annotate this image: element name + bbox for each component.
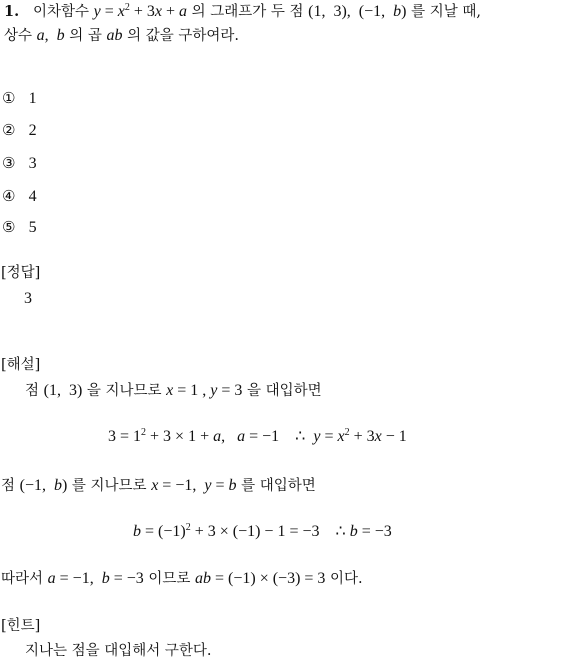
equation-2: $b = (-1)^2 + 3 \times (-1) - 1 = -3$ ∴ b = −3 <box>133 522 392 540</box>
solution-text: 를 지나므로 <box>71 478 147 494</box>
answer-heading: [정답] <box>1 265 41 281</box>
choice-marker: ③ <box>2 154 16 172</box>
solution-text: 점 <box>25 383 40 399</box>
product-expression: ab <box>106 27 123 44</box>
question-text: 이차함수 <box>32 4 89 20</box>
choice-marker: ④ <box>2 187 16 205</box>
constants-expression: a, b <box>36 27 65 44</box>
question-text: 의 그래프가 두 점 <box>191 4 304 20</box>
function-expression: $y = x^2 + 3x + a$ <box>93 2 188 20</box>
choice-value: 4 <box>28 188 37 205</box>
hint-heading: [힌트] <box>1 618 41 634</box>
answer-value: 3 <box>24 290 32 307</box>
point-expression: (−1, b) <box>19 477 68 494</box>
choice-1[interactable] <box>2 89 37 108</box>
solution-step-1 <box>25 382 322 400</box>
substitution-expression: x = 1 , y = 3 <box>166 382 243 399</box>
substitution-expression: x = −1, y = b <box>151 477 237 494</box>
solution-text: 을 대입하면 <box>247 383 322 399</box>
question-number: 1. <box>4 3 20 20</box>
choice-4[interactable] <box>2 187 37 206</box>
choice-marker: ② <box>2 121 16 139</box>
choice-value: 1 <box>28 90 37 107</box>
point-expression: (1, 3) <box>43 382 83 399</box>
solution-text: 를 대입하면 <box>241 478 316 494</box>
solution-conclusion <box>1 570 363 588</box>
solution-text: 을 지나므로 <box>86 383 162 399</box>
solution-text: 점 <box>1 478 16 494</box>
choice-value: 2 <box>28 122 37 139</box>
hint-text: 지나는 점을 대입해서 구한다. <box>25 643 212 659</box>
solution-step-2 <box>1 477 316 495</box>
choice-2[interactable] <box>2 121 37 140</box>
choice-marker: ⑤ <box>2 218 16 236</box>
product-result-expression: ab = (−1) × (−3) = 3 <box>194 570 326 587</box>
result-expression: a = −1, b = −3 <box>47 570 144 587</box>
equation-1: $3 = 1^2 + 3 \times 1 + a$, a = −1 ∴ $y = x^2 + 3x - 1$ <box>108 427 407 445</box>
choice-5[interactable] <box>2 218 37 237</box>
solution-heading: [해설] <box>1 357 41 373</box>
question-text: 의 값을 구하여라. <box>127 28 239 44</box>
question-text: 를 지날 때, <box>411 4 481 20</box>
question-line-2 <box>4 27 239 45</box>
question-text: 의 곱 <box>69 28 102 44</box>
solution-text: 따라서 <box>1 571 44 587</box>
solution-text: 이다. <box>330 571 363 587</box>
solution-text: 이므로 <box>148 571 191 587</box>
question-text: 상수 <box>4 28 33 44</box>
choice-value: 5 <box>28 219 37 236</box>
point-expression: (1, 3), (−1, b) <box>308 3 407 20</box>
choice-value: 3 <box>28 155 37 172</box>
choice-marker: ① <box>2 89 16 107</box>
choice-3[interactable] <box>2 154 37 173</box>
question-line-1 <box>4 3 481 21</box>
